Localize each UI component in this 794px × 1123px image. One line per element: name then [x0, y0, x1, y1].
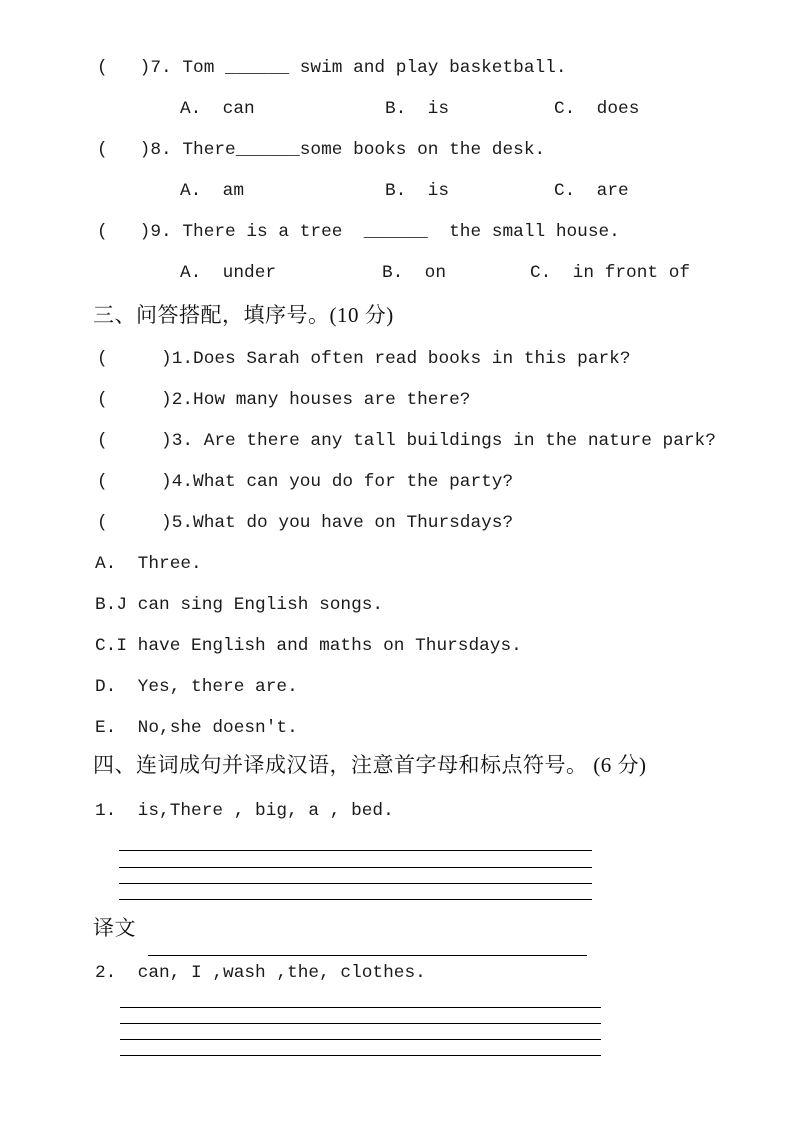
match-question-4: ( )4.What can you do for the party? [97, 472, 514, 492]
match-answer-d: D. Yes, there are. [95, 677, 298, 697]
answer-line [119, 883, 592, 884]
match-question-3: ( )3. Are there any tall buildings in the nature park? [97, 431, 716, 451]
answer-line [120, 1039, 601, 1040]
match-question-5: ( )5.What do you have on Thursdays? [97, 513, 514, 533]
match-question-2: ( )2.How many houses are there? [97, 390, 471, 410]
translation-label: 译文 [93, 916, 136, 940]
answer-line [120, 1023, 601, 1024]
question-8-options [0, 181, 794, 205]
match-answer-b: B.J can sing English songs. [95, 595, 384, 615]
match-answer-c: C.I have English and maths on Thursdays. [95, 636, 522, 656]
question-7-option-b: B. is [385, 99, 450, 119]
answer-line [119, 867, 592, 868]
question-8-option-b: B. is [385, 181, 450, 201]
translation-answer-line [148, 955, 587, 956]
match-answer-e: E. No,she doesn't. [95, 718, 298, 738]
question-7-option-a: A. can [180, 99, 255, 119]
unscramble-item-2: 2. can, I ,wash ,the, clothes. [95, 963, 426, 983]
question-7: ( )7. Tom ______ swim and play basketball. [97, 58, 567, 78]
match-answer-a: A. Three. [95, 554, 202, 574]
question-8-option-c: C. are [554, 181, 629, 201]
question-9: ( )9. There is a tree ______ the small house. [97, 222, 620, 242]
question-9-option-b: B. on [382, 263, 447, 283]
question-8-option-a: A. am [180, 181, 245, 201]
answer-line [119, 899, 592, 900]
match-question-1: ( )1.Does Sarah often read books in this park? [97, 349, 631, 369]
answer-line [119, 850, 592, 851]
question-9-option-c: C. in front of [530, 263, 691, 283]
section-three-title: 三、问答搭配，填序号。(10 分) [93, 303, 394, 327]
section-four-title: 四、连词成句并译成汉语，注意首字母和标点符号。 (6 分) [93, 753, 647, 777]
question-7-options [0, 99, 794, 123]
question-8: ( )8. There______some books on the desk. [97, 140, 546, 160]
question-9-option-a: A. under [180, 263, 277, 283]
question-9-options [0, 263, 794, 287]
question-7-option-c: C. does [554, 99, 640, 119]
answer-line [120, 1055, 601, 1056]
answer-line [120, 1007, 601, 1008]
unscramble-item-1: 1. is,There , big, a , bed. [95, 801, 394, 821]
